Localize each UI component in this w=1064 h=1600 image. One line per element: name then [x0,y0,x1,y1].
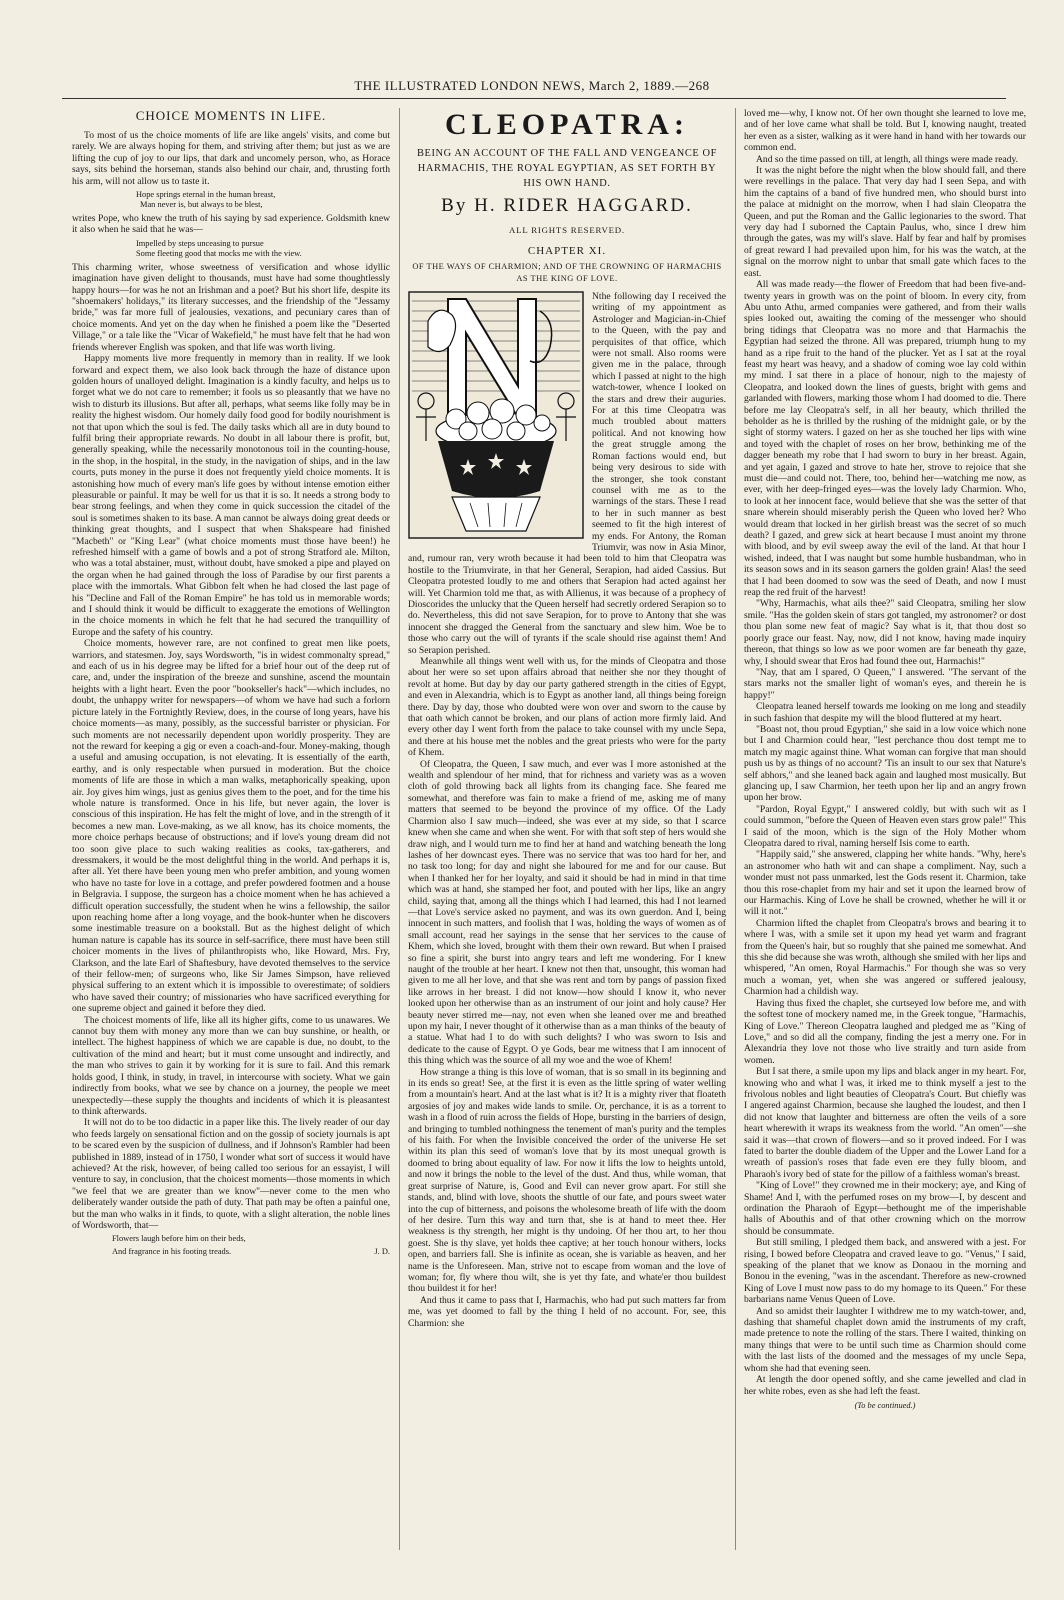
paragraph: To most of us the choice moments of life are like angels' visits, and come but rarely. We are always hoping for them, and striving after them; but just as we are lifting the cup of joy to our lips, that dark and uncomely person, who, as Horace says, sits behind the horseman, stands also behind our chair, and, thrusting forth his arm, will not allow us to taste it. [72,130,390,187]
author-initials: J. D. [374,1247,390,1257]
paragraph: All was made ready—the flower of Freedom that had been five-and-twenty years in growth was on the point of bloom. In every city, from Abu unto Athu, armed companies were gathered, and from their walls spies looked out, awaiting the coming of the messenger who should bring tidings that Cleopatra was no more and that Harmachis the Egyptian had seized the throne. All was prepared, triumph hung to my hand as a ripe fruit to the hand of the plucker. Yet as I sat at the royal feast my heart was heavy, and a shadow of coming woe lay cold within my mind. I sat there in a place of honour, nigh to the majesty of Cleopatra, and looked down the lines of guests, bright with gems and garlanded with flowers, marking those whom I had doomed to die. There before me lay Cleopatra's self, in all her beauty, which thrilled the beholder as he is thrilled by the rushing of the midnight gale, or by the sight of stormy waters. I gazed on her as she touched her lips with wine and toyed with the chaplet of roses on her brow, bethinking me of the dagger beneath my robe that I had sworn to bury in her breast. Again, and yet again, I gazed and strove to hate her, strove to rejoice that she must die—and could not. There, too, behind her—watching me now, as ever, with her deep-fringed eyes—was the lovely lady Charmion. Who, to look at her innocent face, would believe that she was the setter of that snare wherein should miserably perish the Queen who loved her? Who would dream that locked in her girlish breast was the secret of so much death? I gazed, and grew sick at heart because I must anoint my throne with blood, and by evil sweep away the evil of the land. At that hour I wished, indeed, that I was naught but some humble husbandman, who in its season sows and in its season garners the golden grain! Alas! the seed that I had been doomed to sow was the seed of Death, and now I must reap the red fruit of the harvest! [744,279,1026,599]
verse-line: Impelled by steps unceasing to pursue [136,238,264,248]
paragraph: "Boast not, thou proud Egyptian," she said in a low voice which none but I and Charmion could hear, "lest perchance thou dost tempt me to match my magic against thine. What woman can forgive that man should push us by as things of no account? 'Tis an insult to our sex that Nature's self abhors," and she leaned back again and laughed most musically. But glancing up, I saw Charmion, her teeth upon her lip and an angry frown upon her brow. [744,723,1026,804]
chapter-heading: CHAPTER XI. [527,245,607,257]
paragraph: Of Cleopatra, the Queen, I saw much, and ever was I more astonished at the wealth and splendour of her mind, that for richness and variety was as a woven cloth of gold throwing back all lights from its changing face. She feared me somewhat, and therefore was fain to make a friend of me, asking me of many matters that seemed to be beyond the province of my office. Of the Lady Charmion also I saw much—indeed, she was ever at my side, so that I scarce knew when she came and when she went. For with that soft step of hers would she draw nigh, and I would turn me to find her at hand and watching beneath the long lashes of her downcast eyes. There was no service that was too hard for her, and no task too long; for day and night she laboured for me and for our cause. But when I thanked her for her loyalty, and said it should be had in mind in that time which was at hand, she stamped her foot, and pouted with her lips, like an angry child, saying that, among all the things which I had learned, this had I not learned—that Love's service asked no payment, and was its own guerdon. And I, being innocent in such matters, and foolish that I was, holding the ways of women as of small account, read her sayings in the sense that her services to the cause of Khem, which she loved, brought with them their own reward. But when I praised so fine a spirit, she burst into angry tears and left me wondering. For I knew naught of the trouble at her heart. I knew not then that, unsought, this woman had given to me all her love, and that she was rent and torn by pangs of passion fixed like arrows in her breast. I did not know—how should I know it, who never looked upon her otherwise than as an instrument of our joint and holy cause? Her beauty never stirred me—nay, not even when she leaned over me and breathed upon my hair, I never thought of it otherwise than as a man thinks of the beauty of a statue. What had I to do with such delights? I who was sworn to Isis and dedicate to the cause of Egypt. O ye Gods, bear me witness that I am innocent of this thing which was the source of all my woe and the woe of Khem! [408,758,726,1067]
paragraph: Charmion lifted the chaplet from Cleopatra's brows and bearing it to where I was, with a smile set it upon my head yet warm and fragrant from the Queen's hair, but so roughly that she pained me somewhat. And this she did because she was wroth, although she smiled with her lips and whispered, "An omen, Royal Harmachis." For though she was so very much a woman, yet, when she was angered or suffered jealousy, Charmion had a childish way. [744,917,1026,998]
paragraph: "Nay, that am I spared, O Queen," I answered. "The servant of the stars marks not the smaller light of woman's eyes, and therein he is happy!" [744,666,1026,701]
paragraph: At length the door opened softly, and she came jewelled and clad in her white robes, even as she had left the feast. [744,1374,1026,1397]
paragraph: The choicest moments of life, like all its higher gifts, come to us unawares. We cannot buy them with money any more than we can buy sunshine, or health, or intellect. The highest happiness of which we are capable is due, no doubt, to the cultivation of the mind and heart; but it must come unsought and indirectly, and the man who strives to gain it by working for it is sure to fail. And this remark holds good, I think, in study, in travel, in intercourse with society. What we gain indirectly from books, what we see by chance on a journey, the people we meet unexpectedly—these supply the thoughts and incidents of which it is pleasantest to think afterwards. [72,1014,390,1117]
running-head: THE ILLUSTRATED LONDON NEWS, March 2, 1889.—268 [354,78,710,93]
paragraph: Choice moments, however rare, are not confined to great men like poets, warriors, and statesmen. Joy, says Wordsworth, "is in widest commonalty spread," and each of us in his degree may be lifted for a brief hour out of the deep rut of care, and, under the inspiration of the breeze and sunshine, ascend the mountain heights with a light heart. Even the poor "bookseller's hack"—which includes, no doubt, the unhappy writer for newspapers—of whom we have had such a forlorn picture lately in the Fortnightly Review, does, in the course of long years, have his choice moments—as many, possibly, as the successful barrister or physician. For such moments are not necessarily dependent upon worldly prosperity. They are not the reward for keeping a gig or even a coach-and-four. Money-making, though a useful and amusing occupation, is not elevating. It is essentially of the earth, earthy, and is only respectable when pursued in moderation. But the choice moments of life are those in which a man walks, metaphorically speaking, upon air. Joy gives him wings, just as genius gives them to the poet, and for the time his whole nature is transformed. Once in his life, but never again, the lover is conscious of this inspiration. He has felt the might of love, and in the strength of it becomes a new man. Love-making, as we all know, has its choice moments, the more choice perhaps because of obstructions; and if love's young dream did not too soon give place to such waking realities as cooks, tax-gatherers, and dressmakers, it would be the most delightful thing in the world. And perhaps it is, after all. Yet there have been young men who prefer ambition, and young women who have no taste for love in a cottage, and prefer powdered footmen and a house in Belgravia. I suppose, the surgeon has a choice moment when he has achieved a difficult operation successfully, the student when he wins a fellowship, the sailor upon reaching home after a long voyage, and the book-hunter when he discovers some inestimable treasure on a bookstall. But as the highest delight of which human nature is capable has its source in self-sacrifice, there must have been still choicer moments in the lives of philanthropists who, like Howard, Mrs. Fry, Clarkson, and the late Earl of Shaftesbury, have devoted themselves to the service of their fellow-men; of surgeons who, like Sir James Simpson, have relieved physical suffering to an extent which it is impossible to overestimate; of soldiers who have saved their country; of missionaries who have sacrificed everything for one supreme object and gained it before they died. [72,638,390,1015]
paragraph: loved me—why, I know not. Of her own thought she learned to love me, and of her love came what shall be told. But I, knowing naught, treated her even as a sister, walking as it were hand in hand with her towards our common end. [744,108,1026,154]
paragraph: Meanwhile all things went well with us, for the minds of Cleopatra and those about her were so set upon affairs abroad that neither she nor they thought of revolt at home. But day by day our party gathered strength in the cities of Egypt, and even in Alexandria, which is to Egypt as another land, all things being foreign there. Day by day, those who doubted were won over and sworn to the cause by that oath which cannot be broken, and our plans of action more firmly laid. And every other day I went forth from the palace to take counsel with my uncle Sepa, and there at his house met the nobles and the great priests who were for the party of Khem. [408,656,726,759]
cleopatra-column [408,108,726,1560]
verse-line: Flowers laugh before him on their beds, [112,1234,246,1244]
byline: By H. RIDER HAGGARD. [441,195,693,216]
paragraph: "Pardon, Royal Egypt," I answered coldly, but with such wit as I could summon, "before the Queen of Heaven even stars grow pale!" This I said of the moon, which is the sign of the Holy Mother whom Cleopatra dared to rival, naming herself Isis come to earth. [744,803,1026,849]
closing-verse-and-signature [112,1247,390,1257]
header-rule [62,98,1006,99]
paragraph: Nthe following day I received the writing of my appointment as Astrologer and Magician-in-Chief to the Queen, with the pay and perquisites of that office, which were not small. Also rooms were given me in the palace, through which I passed at night to the high watch-tower, whence I looked on the stars and drew their auguries. For at this time Cleopatra was much troubled about matters political. And not knowing how the great struggle among the Roman factions would end, but being very desirous to side with the stronger, she took constant counsel with me as to the warnings of the stars. These I read to her in such manner as best seemed to fit the high interest of my ends. For Antony, the Roman Triumvir, was now in Asia Minor, and, rumour ran, very wroth because it had been told to him that Cleopatra was hostile to the Triumvirate, in that her General, Serapion, had aided Cassius. But Cleopatra protested loudly to me and others that Serapion had acted against her will. Yet Charmion told me that, as with Allienus, it was because of a prophecy of Dioscorides the unlucky that the Queen herself had secretly ordered Serapion so to do. Nevertheless, this did not save Serapion, for to prove to Antony that she was innocent she dragged the General from the sanctuary and slew him. Woe be to those who carry out the will of tyrants if the scale should rise against them! And so Serapion perished. [408,291,726,656]
paragraph: "Happily said," she answered, clapping her white hands. "Why, here's an astronomer who hath wit and can shape a compliment. Nay, such a wonder must not pass unmarked, lest the Gods resent it. Charmion, take thou this rose-chaplet from my hair and set it upon the learned brow of our Harmachis. King of Love he shall be crowned, whether he will it or will it not." [744,849,1026,918]
to-be-continued-note: (To be continued.) [854,1400,916,1410]
verse-line: Hope springs eternal in the human breast, [136,190,276,200]
paragraph: "King of Love!" they crowned me in their mockery; aye, and King of Shame! And I, with the perfumed roses on my brow—I, by descent and ordination the Pharaoh of Egypt—bethought me of the imperishable halls of Abouthis and of that other crowning which on the morrow should be consummate. [744,1180,1026,1237]
paragraph: Having thus fixed the chaplet, she curtseyed low before me, and with the softest tone of mockery named me, in the Greek tongue, "Harmachis, King of Love." Thereon Cleopatra laughed and pledged me as "King of Love," and so did all the company, finding the jest a merry one. For in Alexandria they love not those who live straitly and turn aside from women. [744,997,1026,1066]
cleopatra-continuation-column [744,108,1026,1560]
verse-quote [136,239,390,259]
paragraph: How strange a thing is this love of woman, that is so small in its beginning and in its ends so great! See, at the first it is even as the little spring of water welling from a mountain's heart. And at the last what is it? It is a mighty river that floateth argosies of joy and makes wide lands to smile. Or, perchance, it is as a torrent to wash in a flood of ruin across the fields of Hope, bursting in the barriers of design, and bringing to tumbled nothingness the tenement of man's purity and the temples of his faith. For when the Invisible conceived the order of the universe He set within its plan this seed of woman's love that by its most unequal growth is doomed to bring about equality of law. For now it lifts the low to heights untold, and now it brings the noble to the level of the dust. And thus, while woman, that great surprise of Nature, is, Good and Evil can never grow apart. For still she stands, and, blind with love, shoots the shuttle of our fate, and pours sweet water into the cup of bitterness, and poisons the wholesome breath of life with the doom of her desire. Turn this way and turn that, she is at hand to meet thee. Her weakness is thy strength, her might is thy undoing. Of her thou art, to her thou goest. She is thy slave, yet holds thee captive; at her touch honour withers, locks open, and barriers fall. She is infinite as ocean, she is variable as heaven, and her name is the Unforeseen. Man, strive not to escape from woman and the love of woman; for, fly where thou wilt, she is yet thy fate, and whate'er thou buildest thou buildest it for her! [408,1066,726,1295]
paragraph: It will not do to be too didactic in a paper like this. The lively reader of our day who feeds largely on sensational fiction and on the gossip of society journals is apt to be scared even by the suspicion of dullness, and if Johnson's Rambler had been published in 1889, instead of in 1750, I wonder what sort of success it would have achieved? At the risk, however, of being called too serious for an essayist, I will venture to say, in conclusion, that the choicest moments—those moments in which "we feel that we are greater than we know"—never come to the men who deliberately wander outside the path of duty. That path may be often a painful one, but the man who walks in it finds, to quote, with a slight alteration, the noble lines of Wordsworth, that— [72,1117,390,1231]
paragraph: And so the time passed on till, at length, all things were made ready. [756,153,1019,165]
chapter-subtitle: OF THE WAYS OF CHARMION; AND OF THE CROWNING OF HARMACHIS AS THE KING OF LOVE. [412,262,722,283]
paragraph: Cleopatra leaned herself towards me looking on me long and steadily in such fashion that despite my will the blood fluttered at my heart. [744,701,1026,724]
decorated-initial-illustration [408,291,584,539]
serial-subtitle: BEING AN ACCOUNT OF THE FALL AND VENGEANCE OF HARMACHIS, THE ROYAL EGYPTIAN, AS SET FORTH BY HIS OWN HAND. [416,148,718,189]
paragraph: This charming writer, whose sweetness of versification and whose idyllic imagination have given delight to thousands, must have had some thoughtlessly happy hours—for was he not an Irishman and a poet? But his short life, despite its "shoemakers' holidays," its literary successes, and the friendship of the "Jessamy bride," was far more full of jealousies, vexations, and pecuniary cares than of choice moments. And yet on the day when he finished a poem like the "Deserted Village," or a tale like the "Vicar of Wakefield," he must have felt that he had won friends wherever English was spoken, and that life was worth living. [72,261,390,353]
column-divider [735,108,736,1550]
paragraph: But I sat there, a smile upon my lips and black anger in my heart. For, knowing who and what I was, it irked me to think myself a jest to the frivolous nobles and light beauties of Cleopatra's Court. But chiefly was I angered against Charmion, because she laughed the loudest, and then I did not know that laughter and bitterness are often the veils of a sore heart wherewith it wraps its weakness from the world. "An omen"—she said it was—that crown of flowers—and so it proved indeed. For I was fated to barter the double diadem of the Upper and the Lower Land for a wreath of passion's roses that fade even ere they fully bloom, and Pharaoh's ivory bed of state for the pillow of a faithless woman's breast. [744,1066,1026,1180]
article-title: CHOICE MOMENTS IN LIFE. [135,108,327,123]
verse-quote [136,190,390,210]
paragraph: "Why, Harmachis, what ails thee?" said Cleopatra, smiling her slow smile. "Has the golden skein of stars got tangled, my astronomer? or dost thou plan some new feat of magic? Say what is it, that thou dost so poorly grace our feast. Nay, now, did I not know, having made inquiry thereon, that things so low as we poor women are far beneath thy gaze, why, I should swear that Eros had found thee out, Harmachis!" [744,598,1026,667]
paragraph: But still smiling, I pledged them back, and answered with a jest. For rising, I bowed before Cleopatra and craved leave to go. "Venus," I said, speaking of the planet that we know as Donaou in the morning and Bonou in the evening, "was in the ascendant. Therefore as new-crowned King of Love I must now pass to do my homage to its Queen." For these barbarians name Venus Queen of Love. [744,1237,1026,1306]
column-divider [399,108,400,1550]
paragraph: writes Pope, who knew the truth of his saying by sad experience. Goldsmith knew it also when he said that he was— [72,213,390,236]
verse-line: Some fleeting good that mocks me with the view. [136,248,302,258]
paragraph: Happy moments live more frequently in memory than in reality. If we look forward and expect them, we also look back through the haze of distance upon golden hours of unalloyed delight. Imagination is a kindly faculty, and helps us to forget what we do not care to remember; it fools us so pleasantly that we have no wish to disturb its illusions. But after all, perhaps, what seems like folly may be in reality the highest wisdom. Our homely daily food good for bodily nourishment is not that upon which the soul is fed. The daily tasks which all are in duty bound to fulfil bring their appropriate rewards. No doubt in all labour there is profit, but, generally speaking, while the necessarily monotonous toil in the counting-house, in the shop, in the hospital, in the study, in the navigation of ships, and in the law courts, puts money in the purse it does not frequently yield choice moments. It is astonishing how much of every man's life goes by without intense emotion either pleasurable or painful. It may be well for us that it is so. It needs a strong body to bear strong feelings, and when they come in quick succession the citadel of the soul is sometimes shaken to its base. A man cannot be always doing great deeds or thinking great thoughts, and I suspect that when Shakspeare had finished "Macbeth" or "King Lear" (what choice moments must those have been!) he refreshed himself with a game of bowls and a pot of strong Stratford ale. Milton, who was a total abstainer, must, without doubt, have smoked a pipe and played on the organ when he had gained through the loss of Paradise by our first parents a place with the immortals. What Gibbon felt when he had closed the last page of his "Decline and Fall of the Roman Empire" he has told us in memorable words; and I should think it would be difficult to exaggerate the emotions of Wellington in the choice moments in which he felt that he had secured the tranquillity of Europe and the safety of his country. [72,353,390,638]
verse-line: Man never is, but always to be blest, [140,200,263,210]
serial-title: CLEOPATRA: [445,108,689,141]
paragraph: It was the night before the night when the blow should fall, and there were revellings in the palace. That very day had I seen Sepa, and with him the captains of a band of five hundred men, who should burst into the palace at midnight on the morrow, when I had slain Cleopatra the Queen, and put the Roman and the Gallic legionaries to the sword. That very day had I suborned the Captain Paulus, who, since I drew him through the gates, was my will's slave. Half by fear and half by promises of great reward I had prevailed upon him, for his was the watch, at the signal on the morrow night to unbar that small gate which faces to the east. [744,165,1026,279]
paragraph: And so amidst their laughter I withdrew me to my watch-tower, and, dashing that shameful chaplet down amid the instruments of my craft, made pretence to note the rolling of the stars. There I waited, thinking on many things that were to be until such time as Charmion should come with the last lists of the doomed and the messages of my uncle Sepa, whom she had that evening seen. [744,1305,1026,1374]
verse-line: And fragrance in his footing treads. [112,1247,232,1257]
verse-quote [112,1234,390,1244]
rights-notice: ALL RIGHTS RESERVED. [509,225,625,235]
paragraph: And thus it came to pass that I, Harmachis, who had put such matters far from me, was yet doomed to fall by the thing I held of no account. For, see, this Charmion: she [408,1294,726,1329]
choice-moments-column [72,108,390,1560]
